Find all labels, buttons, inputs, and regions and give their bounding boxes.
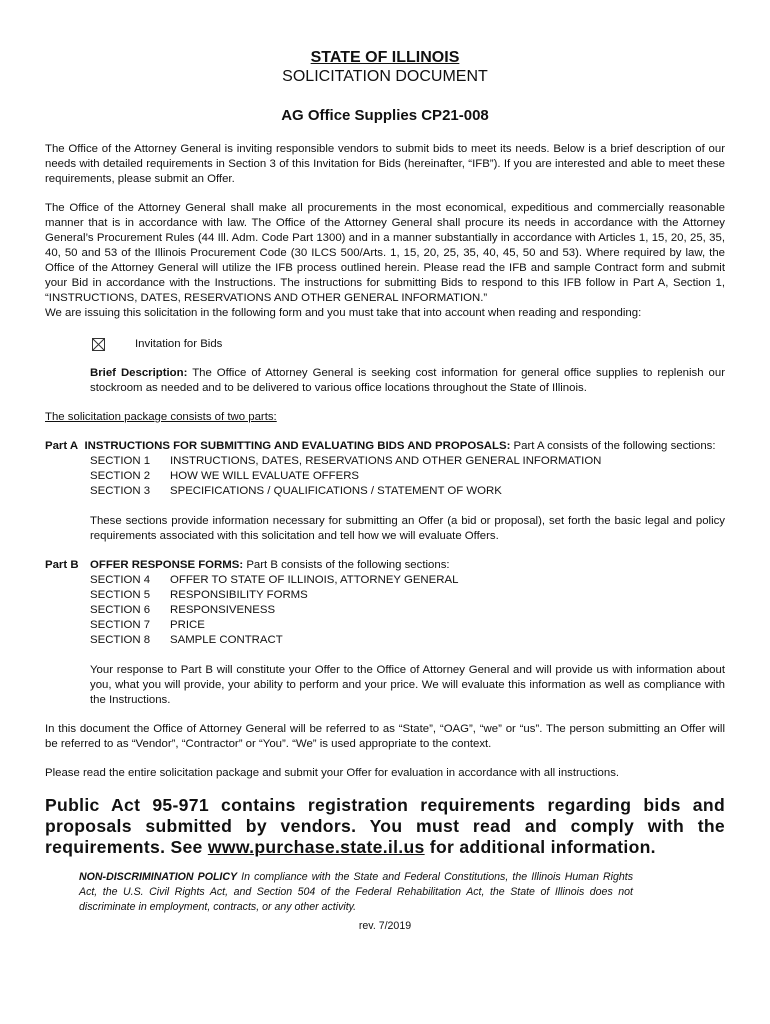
part-a-section-row: SECTION 1 INSTRUCTIONS, DATES, RESERVATIONS AND OTHER GENERAL INFORMATION bbox=[90, 455, 602, 467]
part-b bbox=[45, 558, 725, 708]
checked-box-icon[interactable] bbox=[92, 338, 105, 351]
intro-paragraph-3: We are issuing this solicitation in the following form and you must take that into account when reading and responding: bbox=[45, 307, 642, 319]
part-a-heading bbox=[45, 439, 725, 454]
part-b-section-row: SECTION 7 PRICE bbox=[90, 619, 205, 631]
checkbox-label: Invitation for Bids bbox=[135, 338, 223, 350]
public-act-tail: for additional information. bbox=[424, 837, 656, 857]
revision-date: rev. 7/2019 bbox=[358, 920, 412, 932]
part-a-section-row: SECTION 3 SPECIFICATIONS / QUALIFICATIONS / STATEMENT OF WORK bbox=[90, 485, 502, 497]
part-a bbox=[45, 439, 725, 544]
invitation-for-bids-option bbox=[92, 337, 725, 352]
intro-paragraph-2: The Office of the Attorney General shall make all procurements in the most economical, expeditious and commercially reasonable manner that is in accordance with law. The Office of the Attorney General shall procure its needs in accordance with the Attorney General’s Procurement Rules (44 Ill. Adm. Code Part 1300) and in a manner substantially in accordance with Articles 1, 15, 20, 25, 35, 40, 50 and 53 of the Illinois Procurement Code (30 ILCS 500/Arts. 1, 15, 20, 25, 35, 40, 45, 50 and 53). Where required by law, the Office of the Attorney General will utilize the IFB process outlined herein. Please read the IFB and sample Contract form and submit your Bid in accordance with the Instructions. The instructions for submitting Bids to respond to this IFB follow in Part A, Section 1, “INSTRUCTIONS, DATES, RESERVATIONS AND OTHER GENERAL INFORMATION.” bbox=[45, 202, 725, 304]
part-b-section-row: SECTION 8 SAMPLE CONTRACT bbox=[90, 634, 283, 646]
page-title: STATE OF ILLINOIS bbox=[310, 49, 460, 66]
public-act-notice bbox=[45, 795, 725, 858]
part-a-label: Part A bbox=[45, 440, 79, 452]
part-b-section-row: SECTION 6 RESPONSIVENESS bbox=[90, 604, 276, 616]
intro-paragraph-1: The Office of the Attorney General is inviting responsible vendors to submit bids to meet its needs. Below is a brief description of our needs with detailed requirements in Section 3 of this Invitation for Bids (hereinafter, “IFB”). If you are interested and able to meet these requirements, please submit an Offer. bbox=[45, 143, 725, 185]
brief-description bbox=[90, 366, 725, 396]
purchase-website-link[interactable]: www.purchase.state.il.us bbox=[207, 837, 425, 857]
closing-paragraph-2: Please read the entire solicitation package and submit your Offer for evaluation in accordance with all instructions. bbox=[45, 767, 620, 779]
part-a-section-row: SECTION 2 HOW WE WILL EVALUATE OFFERS bbox=[90, 470, 360, 482]
part-a-intro-head: Part A consists of the following bbox=[510, 440, 668, 452]
package-heading: The solicitation package consists of two parts: bbox=[45, 411, 277, 423]
part-b-title: OFFER RESPONSE FORMS: bbox=[90, 559, 244, 571]
page-subtitle: SOLICITATION DOCUMENT bbox=[282, 68, 488, 85]
part-b-section-row: SECTION 5 RESPONSIBILITY FORMS bbox=[90, 589, 308, 601]
part-b-section-row: SECTION 4 OFFER TO STATE OF ILLINOIS, ATTORNEY GENERAL bbox=[90, 574, 459, 586]
part-b-heading bbox=[45, 558, 725, 573]
part-a-note: These sections provide information necessary for submitting an Offer (a bid or proposal), set forth the basic legal and policy requirements associated with this solicitation and tell how we will evaluate Offers. bbox=[90, 515, 725, 542]
brief-description-label: Brief Description: bbox=[90, 367, 188, 379]
part-b-label: Part B bbox=[45, 559, 79, 571]
part-b-note: Your response to Part B will constitute your Offer to the Office of Attorney General and will provide us with information about you, what you will provide, your ability to perform and your price. We will evaluate this information as well as compliance with the Instructions. bbox=[90, 664, 725, 706]
part-b-intro: Part B consists of the following sections: bbox=[243, 559, 450, 571]
non-discrimination-label: NON-DISCRIMINATION POLICY bbox=[79, 871, 238, 883]
brief-description-text: The Office of Attorney General is seeking cost information for general office supplies to replenish our stockroom as needed and to be delivered to various office locations throughout the State of Illinois. bbox=[90, 367, 725, 394]
part-a-intro-tail: sections: bbox=[670, 440, 716, 452]
part-a-title: INSTRUCTIONS FOR SUBMITTING AND EVALUATING BIDS AND PROPOSALS: bbox=[84, 440, 511, 452]
document-title: AG Office Supplies CP21-008 bbox=[281, 107, 489, 124]
non-discrimination-policy bbox=[79, 870, 633, 915]
closing-paragraph-1: In this document the Office of Attorney General will be referred to as “State”, “OAG”, “we” or “us”. The person submitting an Offer will be referred to as “Vendor”, “Contractor” or “You”. “We” is used appropriate to the context. bbox=[45, 723, 725, 750]
non-discrimination-text: In compliance with the State and Federal Constitutions, the Illinois Human Rights Act, the U.S. Civil Rights Act, and Section 504 of the Federal Rehabilitation Act, the State of Illinois does not discriminate in employment, contracts, or any other activity. bbox=[79, 871, 633, 913]
public-act-text: Public Act 95-971 contains registration requirements regarding bids and proposals submitted by vendors. You must read and comply with the requirements. See bbox=[45, 795, 725, 857]
